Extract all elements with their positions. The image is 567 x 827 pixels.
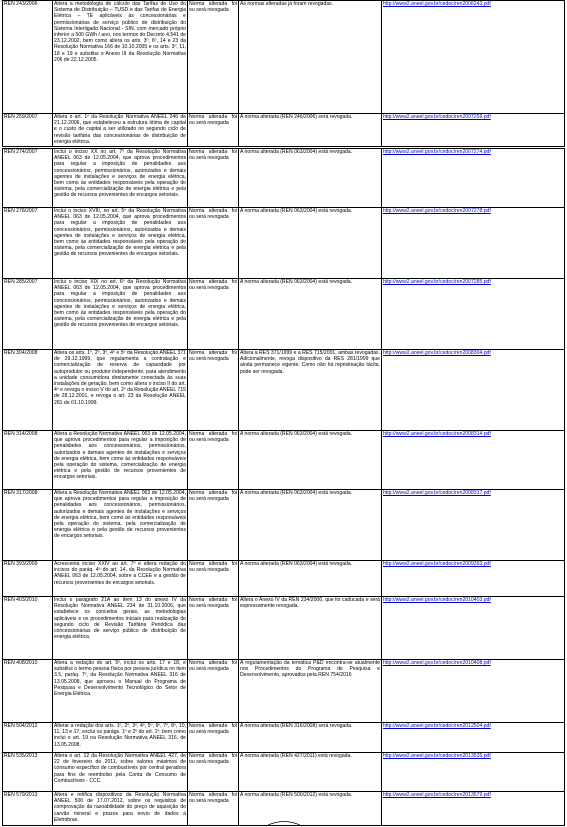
norm-description: Altera o art. 12 da Resolução Normativa ANEEL 427, de 22 de fevereiro de 2011, sobre valores máximos de consumo específico de combustíveis por central geradora para fins de reembolso pela Conta de Consumo de Combustíveis - CCC.: [53, 753, 188, 792]
table-row: [3, 660, 565, 723]
norm-description: Altera a Resolução Normativa ANEEL 063 de 12.05.2004, que aprova procedimentos para regular a imposição de penalidades aos concessionários, permissionários, autorizados e demais agentes de instalações e serviços de energia elétrica, bem como às entidades responsáveis pela operação do sistema, pela comercialização de energia elétrica e pela gestão de recursos provenientes de encargos setoriais.: [53, 490, 188, 561]
norm-link-cell: [382, 561, 565, 597]
norm-note: As normas alteradas já foram revogadas.: [239, 1, 382, 114]
norm-pdf-link[interactable]: http://www2.aneel.gov.br/cedoc/ren2010403.pdf: [383, 597, 491, 603]
norm-note: A regulamentação da temática P&D encontra-se atualmente nos Procedimentos do Programa de Pesquisa e Desenvolvimento, aprovados pela REN 754/2016: [239, 660, 382, 723]
norm-link-cell: [382, 114, 565, 147]
norm-pdf-link[interactable]: http://www2.aneel.gov.br/cedoc/ren2008317.pdf: [383, 490, 491, 496]
norm-link-cell: [382, 792, 565, 826]
norm-status: Norma alterada foi ou será revogada: [188, 753, 239, 792]
norm-status: Norma alterada foi ou será revogada: [188, 792, 239, 826]
norm-id: REN 274/2007: [3, 149, 53, 208]
norm-id: REN 304/2008: [3, 350, 53, 431]
norm-link-cell: [382, 149, 565, 208]
norm-status: Norma alterada foi ou será revogada: [188, 490, 239, 561]
norm-note: A norma alterada (REN 246/2006) será revogada.: [239, 114, 382, 147]
norm-status: Norma alterada foi ou será revogada: [188, 561, 239, 597]
norm-link-cell: [382, 279, 565, 350]
table-row: [3, 753, 565, 792]
norm-status: Norma alterada foi ou será revogada: [188, 208, 239, 279]
norm-id: REN 285/2007: [3, 279, 53, 350]
norm-note: A norma alterada (REN 063/2004) está revogada.: [239, 149, 382, 208]
norm-description: Acrescenta inciso XXIV ao art. 7º e altera redação do incisos do paráq. 4º do art. 14, da Resolução Normativa ANEEL 063 de 12.05.2004, sobre a CCEE e a gestão de recursos provenientes de encargos setoriais.: [53, 561, 188, 597]
norm-id: REN 243/2006: [3, 1, 53, 114]
norm-id: REN 317/2008: [3, 490, 53, 561]
table-row: [3, 490, 565, 561]
norm-id: REN 278/2007: [3, 208, 53, 279]
norm-pdf-link[interactable]: http://www2.aneel.gov.br/cedoc/ren2007285.pdf: [383, 279, 491, 285]
norm-status: Norma alterada foi ou será revogada: [188, 149, 239, 208]
norm-description: Altera a metodologia de cálculo das Tarifas de Uso do Sistema de Distribuição – TUSD e das Tarifas de Energia Elétrica – TE aplicáveis às concessionárias e permissionárias de serviço público de distribuição do Sistema Interligado Nacional - SIN, com mercado próprio inferior a 500 GWh / ano, nos termos do Decreto 4.541 de 23.12.2002, bem como altera os arts. 3º, 6º, 14 e 23 da Resolução Normativa 166 de 10.10.2005 e os arts. 3º, 11, 18 e 19 e substitui o Anexo III da Resolução Normativa 206 de 22.12.2005.: [53, 1, 188, 114]
norm-description: Altera e retifica dispositivos da Resolução Normativa ANEEL 500 de 17.07.2012, sobre os requisitos de comprovação da razoabilidade do preço de aquisição do carvão mineral e prazos para envio de dados à Eletrobras.: [53, 792, 188, 826]
table-row: [3, 723, 565, 753]
norm-id: REN 403/2010: [3, 597, 53, 660]
table-row: [3, 149, 565, 208]
norm-link-cell: [382, 208, 565, 279]
norm-status: Norma alterada foi ou será revogada: [188, 723, 239, 753]
norm-description: Inclui o parágrafo 21A ao item 13 do anexo IV da Resolução Normativa ANEEL 234 de 31.10.2006, que estabelece os conceitos gerais, as metodologias aplicáveis e os procedimentos iniciais para realização do segundo ciclo de Revisão Tarifária Periódica das concessionárias de serviço público de distribuição de energia elétrica.: [53, 597, 188, 660]
norm-note: A norma alterada (REN 063/2004) está revogada.: [239, 490, 382, 561]
norm-status: Norma alterada foi ou será revogada: [188, 279, 239, 350]
norm-description: Inclui o inciso XX no art. 7º da Resolução Normativa ANEEL 063 de 12.05.2004, que aprova procedimentos para regular a imposição de penalidades aos concessionários, permissionários, autorizados e demais agentes de instalações e serviços de energia elétrica, bem como às entidades responsáveis pela operação do sistema, pela comercialização de energia elétrica e pela gestão de recursos provenientes de encargos setoriais.: [53, 149, 188, 208]
table-row: [3, 350, 565, 431]
norm-note: Altera o Anexo IV da REN 234/2006, que foi caducada e será expressamente revogada.: [239, 597, 382, 660]
norm-description: Inclui o inciso XVIII, no art. 5º da Resolução Normativa ANEEL 063 de 12.05.2004, que aprova procedimentos para regular a imposição de penalidades aos concessionários, permissionários, autorizados e demais agentes de instalações e serviços de energia elétrica, bem como às entidades responsáveis pela operação do sistema, pela comercialização de energia elétrica e pela gestão de recursos provenientes de encargos setoriais.: [53, 208, 188, 279]
norm-status: Norma alterada foi ou será revogada: [188, 114, 239, 147]
norm-link-cell: [382, 753, 565, 792]
norm-note: A norma alterada (REN 427/2011) está revogada.: [239, 753, 382, 792]
table-row: [3, 597, 565, 660]
norm-status: Norma alterada foi ou será revogada: [188, 660, 239, 723]
norm-description: Altera a Resolução Normativa ANEEL 063 de 12.05.2004, que aprova procedimentos para regular a imposição de penalidades aos concessionários, permissionários, autorizados e demais agentes de instalações e serviços de energia elétrica, bem como às entidades responsáveis pela operação do sistema, comercialização de energia elétrica e pela gestão de recursos provenientes de encargos setoriais.: [53, 431, 188, 490]
norm-note: A norma alterada (REN 063/2004) está revogada.: [239, 431, 382, 490]
norm-pdf-link[interactable]: http://www2.aneel.gov.br/cedoc/ren2007274.pdf: [383, 149, 491, 155]
norm-status: Norma alterada foi ou será revogada: [188, 431, 239, 490]
table-row: [3, 114, 565, 147]
norm-note: A norma alterada (REN 316/2008) será revogada.: [239, 723, 382, 753]
norm-description: Altera os arts. 1º, 2º, 3º, 4º e 5º da Resolução ANEEL 371 de 29.12.1999, que regulamenta a contratação e comercialização de reserva de capacidade por autoprodutor ou produtor independente, para atendimento a unidade consumidora diretamente conectada às suas instalações de geração, bem como altera o inciso II do art. 4º e revoga o inciso V do art. 2º da Resolução ANEEL 715 de 28.12.2001, e revoga o art. 23 da Resolução ANEEL 281 de 01.10.1999.: [53, 350, 188, 431]
table-row: [3, 431, 565, 490]
norm-pdf-link[interactable]: http://www2.aneel.gov.br/cedoc/ren2008314.pdf: [383, 431, 491, 437]
norm-pdf-link[interactable]: http://www2.aneel.gov.br/cedoc/ren2006243.pdf: [383, 1, 491, 7]
norm-description: Altera o art. 1º da Resolução Normativa ANEEL 246 de 21.12.2006, que estabeleceu a estrutura ótima de capital e o custo de capital a ser utilizado no segundo ciclo de revisão tarifária das concessionárias de distribuição de energia elétrica.: [54, 114, 186, 145]
norm-id: REN 579/2013: [3, 792, 53, 826]
norm-pdf-link[interactable]: http://www2.aneel.gov.br/cedoc/ren2009393.pdf: [383, 561, 491, 567]
norm-id: REN 408/2010: [3, 660, 53, 723]
norm-description: Inclui o inciso XIX no art. 6º da Resolução Normativa ANEEL 063 de 12.05.2004, que aprova procedimentos para regular a imposição de penalidades aos concessionários, permissionários, autorizados e demais agentes de instalações e serviços de energia elétrica, bem como às entidades responsáveis pela operação do sistema, pela comercialização de energia elétrica e pela gestão de recursos provenientes de encargos setoriais.: [53, 279, 188, 350]
normas-table-main: [2, 148, 565, 826]
table-row: [3, 208, 565, 279]
table-row: [3, 561, 565, 597]
table-row: [3, 1, 565, 114]
norm-pdf-link[interactable]: http://www2.aneel.gov.br/cedoc/ren2012504.pdf: [383, 723, 491, 729]
norm-status: Norma alterada foi ou será revogada: [188, 1, 239, 114]
normas-table-top: [2, 0, 565, 147]
norm-id: REN 504/2012: [3, 723, 53, 753]
table-row: [3, 279, 565, 350]
norm-description: Alterar a redação dos arts. 1º, 2º, 3º, 4º, 5º, 6º, 7º, 8º, 10, 11, 13 e 17, exclui os parágs. 1º e 2º do art. 1º; bem como inclui o art. 19 na Resolução Normativa ANEEL 316, de 13.05.2008.: [53, 723, 188, 753]
norm-pdf-link[interactable]: http://www2.aneel.gov.br/cedoc/ren2013579.pdf: [383, 792, 491, 798]
norm-link-cell: [382, 597, 565, 660]
norm-pdf-link[interactable]: http://www2.aneel.gov.br/cedoc/ren2007259.pdf: [383, 114, 491, 120]
norm-status: Norma alterada foi ou será revogada: [188, 597, 239, 660]
norm-note: A norma alterada (REN 063/2004) está revogada.: [239, 561, 382, 597]
norm-note: A norma alterada (REN 063/2004) está revogada.: [239, 208, 382, 279]
norm-pdf-link[interactable]: http://www2.aneel.gov.br/cedoc/ren2013535.pdf: [383, 753, 491, 759]
page-curl-mark: [265, 819, 303, 827]
norm-pdf-link[interactable]: http://www2.aneel.gov.br/cedoc/ren2007278.pdf: [383, 208, 491, 214]
norm-link-cell: [382, 660, 565, 723]
norm-note: A norma alterada (REN 500/2012) está revogada.: [239, 792, 382, 826]
norm-link-cell: [382, 1, 565, 114]
norm-status: Norma alterada foi ou será revogada: [188, 350, 239, 431]
norm-description: Altera a redação do art. 5º, inclui os arts. 17 e 18, e substitui o termo pessoa física por pessoa jurídica no item 3.5, paráq. 7º, da Resolução Normativa ANEEL 316 de 13.05.2008, que aprovou o Manual do Programa de Pesquisa e Desenvolvimento Tecnológico do Setor de Energia Elétrica.: [53, 660, 188, 723]
norm-id: REN 314/2008: [3, 431, 53, 490]
norm-id: REN 393/2009: [3, 561, 53, 597]
norm-id: REN 535/2013: [3, 753, 53, 792]
norm-link-cell: [382, 350, 565, 431]
norm-id: REN 259/2007: [3, 114, 53, 147]
norm-link-cell: [382, 490, 565, 561]
norm-note: A norma alterada (REN 063/2004) está revogada.: [239, 279, 382, 350]
norm-link-cell: [382, 431, 565, 490]
norm-note: Altera a RES 371/1999 e a RES 715/2001, ambas revogadas. Adicionalmente, revoga dispositivo da RES 281/1999 que ainda permanece vigente. Como não há repristinação tácita, pode ser revogada.: [239, 350, 382, 431]
norm-pdf-link[interactable]: http://www2.aneel.gov.br/cedoc/ren2010408.pdf: [383, 660, 491, 666]
norm-pdf-link[interactable]: http://www2.aneel.gov.br/cedoc/ren2008304.pdf: [383, 350, 491, 356]
norm-link-cell: [382, 723, 565, 753]
